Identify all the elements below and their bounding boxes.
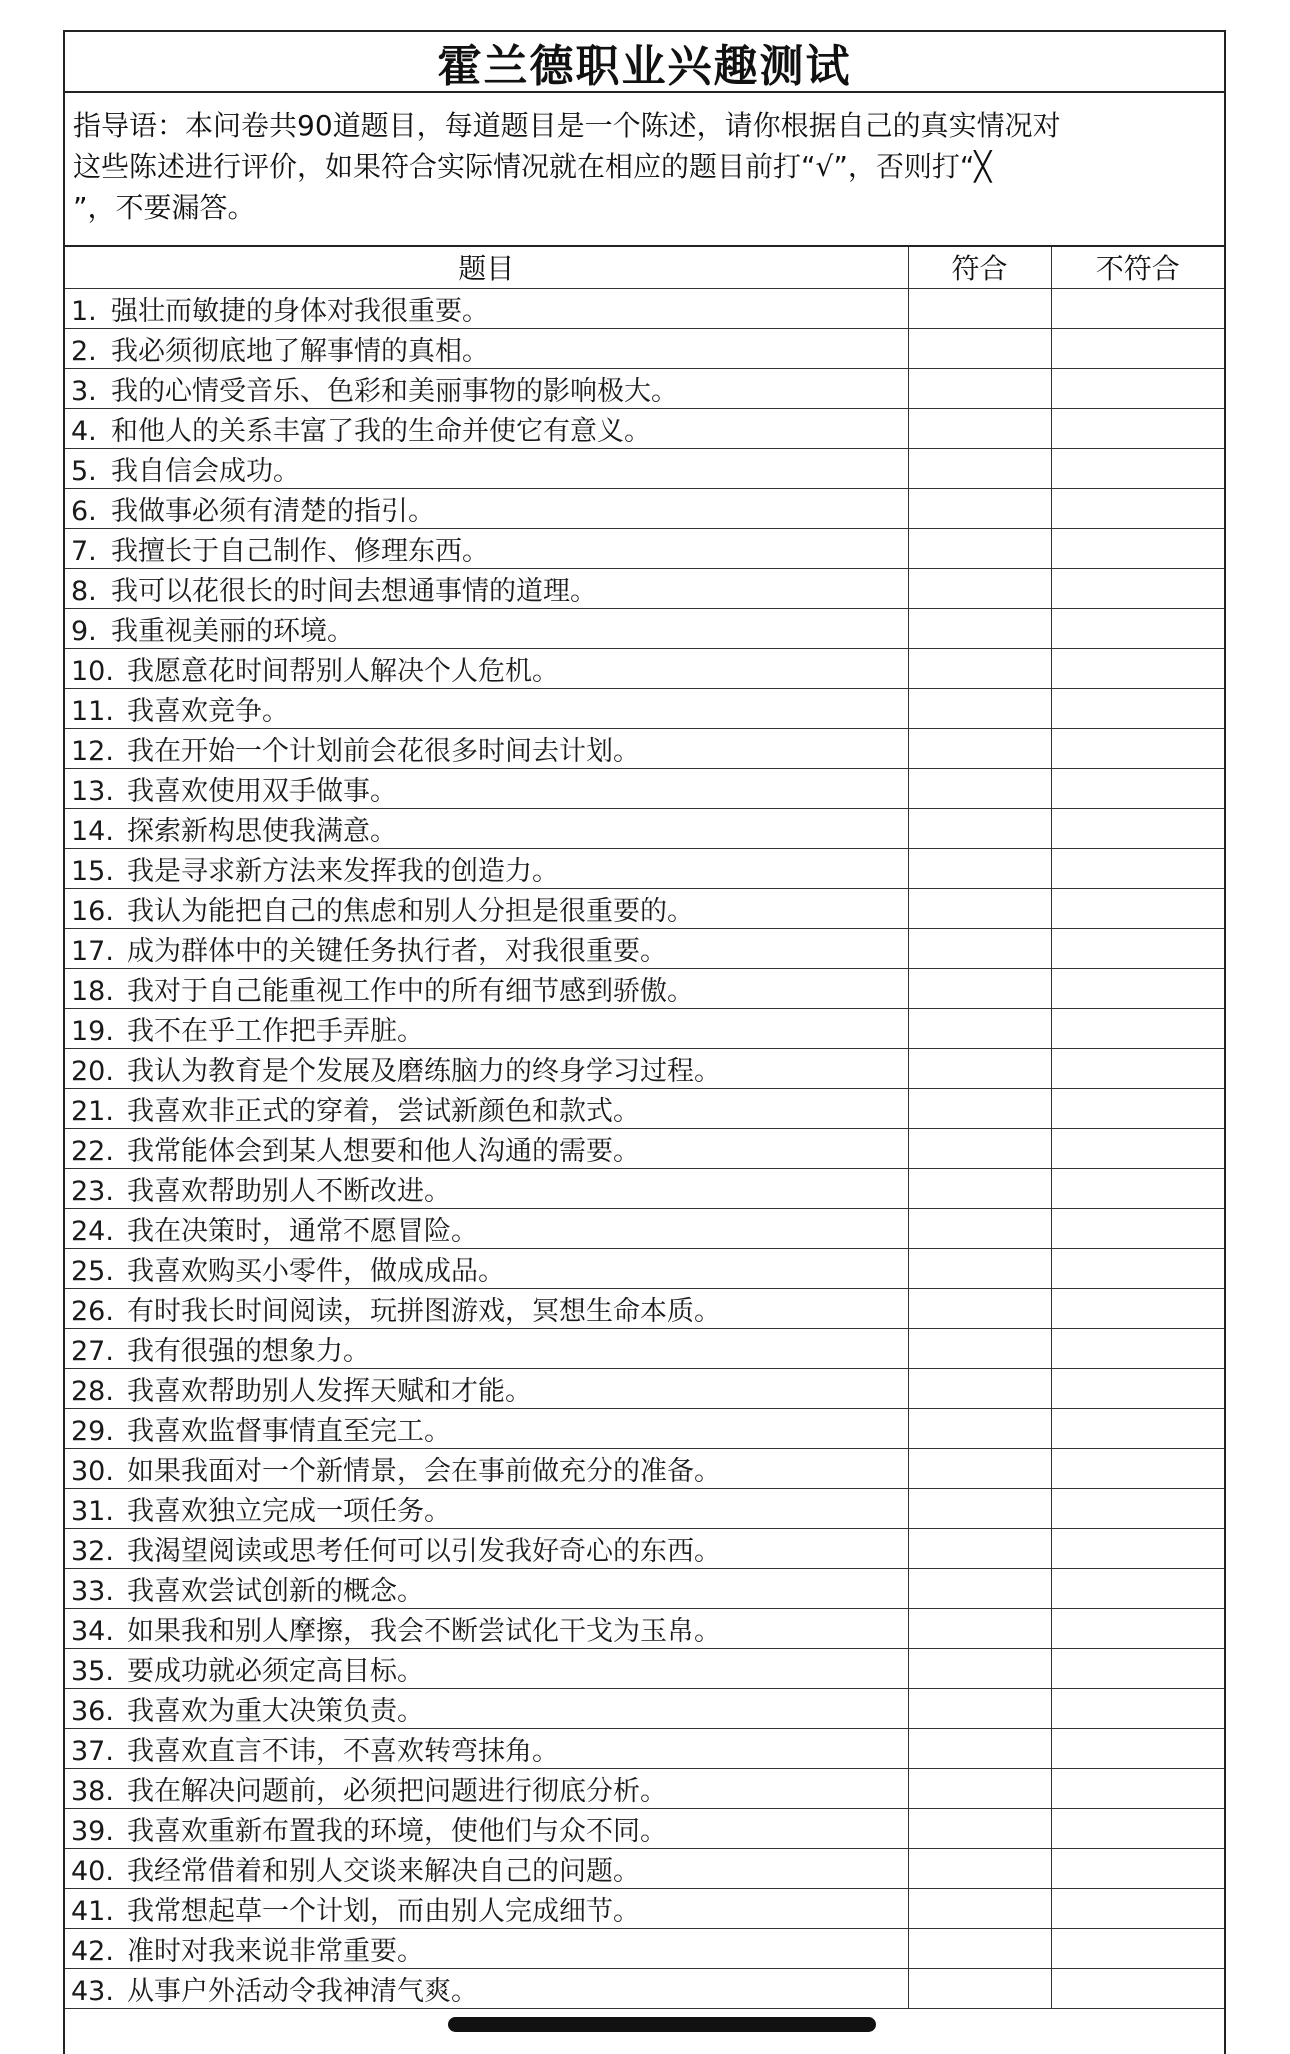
question-text: 强壮而敏捷的身体对我很重要。 — [111, 295, 489, 327]
answer-no-cell[interactable] — [1051, 768, 1224, 808]
question-text: 我有很强的想象力。 — [127, 1335, 370, 1367]
question-cell — [65, 1848, 908, 1888]
answer-no-cell[interactable] — [1051, 1728, 1224, 1768]
question-number: 40. — [71, 1855, 114, 1887]
answer-yes-cell[interactable] — [908, 1168, 1051, 1208]
question-cell — [65, 768, 908, 808]
table-row — [65, 928, 1224, 968]
question-text: 我常能体会到某人想要和他人沟通的需要。 — [127, 1135, 640, 1167]
answer-yes-cell[interactable] — [908, 608, 1051, 648]
question-number: 24. — [71, 1215, 114, 1247]
questionnaire-sheet — [63, 30, 1226, 2054]
question-text: 我喜欢竞争。 — [127, 695, 289, 727]
question-number: 12. — [71, 735, 114, 767]
answer-yes-cell[interactable] — [908, 1888, 1051, 1928]
answer-no-cell[interactable] — [1051, 1168, 1224, 1208]
answer-yes-cell[interactable] — [908, 1968, 1051, 2008]
answer-no-cell[interactable] — [1051, 888, 1224, 928]
question-cell — [65, 488, 908, 528]
question-number: 17. — [71, 935, 114, 967]
question-cell — [65, 1968, 908, 2008]
question-text: 我喜欢非正式的穿着，尝试新颜色和款式。 — [127, 1095, 640, 1127]
question-text: 我渴望阅读或思考任何可以引发我好奇心的东西。 — [127, 1535, 721, 1567]
question-text: 我不在乎工作把手弄脏。 — [127, 1015, 424, 1047]
answer-no-cell[interactable] — [1051, 928, 1224, 968]
question-cell — [65, 1648, 908, 1688]
question-cell — [65, 808, 908, 848]
answer-yes-cell[interactable] — [908, 288, 1051, 328]
answer-yes-cell[interactable] — [908, 928, 1051, 968]
answer-yes-cell[interactable] — [908, 968, 1051, 1008]
question-text: 我愿意花时间帮别人解决个人危机。 — [127, 655, 559, 687]
answer-no-cell[interactable] — [1051, 568, 1224, 608]
question-number: 21. — [71, 1095, 114, 1127]
answer-no-cell[interactable] — [1051, 1968, 1224, 2008]
question-number: 29. — [71, 1415, 114, 1447]
answer-no-cell[interactable] — [1051, 808, 1224, 848]
question-number: 23. — [71, 1175, 114, 1207]
answer-no-cell[interactable] — [1051, 1008, 1224, 1048]
question-number: 30. — [71, 1455, 114, 1487]
answer-yes-cell[interactable] — [908, 1608, 1051, 1648]
column-header-question: 题目 — [65, 247, 908, 288]
question-cell — [65, 1528, 908, 1568]
answer-no-cell[interactable] — [1051, 848, 1224, 888]
question-number: 18. — [71, 975, 114, 1007]
question-cell — [65, 728, 908, 768]
question-number: 6. — [71, 495, 97, 527]
table-row — [65, 288, 1224, 328]
answer-no-cell[interactable] — [1051, 1768, 1224, 1808]
question-text: 要成功就必须定高目标。 — [127, 1655, 424, 1687]
question-number: 42. — [71, 1935, 114, 1967]
table-row — [65, 1728, 1224, 1768]
answer-no-cell[interactable] — [1051, 1488, 1224, 1528]
instructions-line: ”，不要漏答。 — [73, 191, 256, 224]
table-row — [65, 448, 1224, 488]
answer-no-cell[interactable] — [1051, 1328, 1224, 1368]
question-cell — [65, 368, 908, 408]
instructions-line: 这些陈述进行评价，如果符合实际情况就在相应的题目前打“√”，否则打“╳ — [73, 150, 992, 183]
answer-no-cell[interactable] — [1051, 1248, 1224, 1288]
answer-no-cell[interactable] — [1051, 1848, 1224, 1888]
answer-no-cell[interactable] — [1051, 1568, 1224, 1608]
answer-yes-cell[interactable] — [908, 1048, 1051, 1088]
question-cell — [65, 1488, 908, 1528]
question-cell — [65, 1888, 908, 1928]
question-number: 33. — [71, 1575, 114, 1607]
answer-yes-cell[interactable] — [908, 408, 1051, 448]
answer-no-cell[interactable] — [1051, 1128, 1224, 1168]
table-row — [65, 1608, 1224, 1648]
question-cell — [65, 288, 908, 328]
answer-no-cell[interactable] — [1051, 1928, 1224, 1968]
answer-yes-cell[interactable] — [908, 1728, 1051, 1768]
instructions — [65, 93, 1224, 247]
question-number: 41. — [71, 1895, 114, 1927]
question-cell — [65, 1568, 908, 1608]
question-text: 我在解决问题前，必须把问题进行彻底分析。 — [127, 1775, 667, 1807]
table-row — [65, 1048, 1224, 1088]
question-number: 13. — [71, 775, 114, 807]
answer-no-cell[interactable] — [1051, 328, 1224, 368]
answer-no-cell[interactable] — [1051, 968, 1224, 1008]
table-row — [65, 688, 1224, 728]
answer-no-cell[interactable] — [1051, 1648, 1224, 1688]
answer-yes-cell[interactable] — [908, 728, 1051, 768]
question-text: 我认为教育是个发展及磨练脑力的终身学习过程。 — [127, 1055, 721, 1087]
question-text: 我喜欢直言不讳，不喜欢转弯抹角。 — [127, 1735, 559, 1767]
answer-no-cell[interactable] — [1051, 1368, 1224, 1408]
question-text: 我自信会成功。 — [111, 455, 300, 487]
answer-no-cell[interactable] — [1051, 488, 1224, 528]
answer-no-cell[interactable] — [1051, 1888, 1224, 1928]
question-cell — [65, 408, 908, 448]
answer-yes-cell[interactable] — [908, 1568, 1051, 1608]
answer-yes-cell[interactable] — [908, 648, 1051, 688]
table-row — [65, 1288, 1224, 1328]
home-indicator-bar[interactable] — [448, 2017, 876, 2032]
question-cell — [65, 1088, 908, 1128]
question-number: 35. — [71, 1655, 114, 1687]
question-number: 43. — [71, 1975, 114, 2007]
answer-no-cell[interactable] — [1051, 1088, 1224, 1128]
question-text: 我是寻求新方法来发挥我的创造力。 — [127, 855, 559, 887]
answer-no-cell[interactable] — [1051, 448, 1224, 488]
table-row — [65, 1688, 1224, 1728]
answer-yes-cell[interactable] — [908, 1248, 1051, 1288]
answer-yes-cell[interactable] — [908, 1448, 1051, 1488]
question-text: 和他人的关系丰富了我的生命并使它有意义。 — [111, 415, 651, 447]
question-cell — [65, 448, 908, 488]
answer-no-cell[interactable] — [1051, 1808, 1224, 1848]
question-number: 2. — [71, 335, 97, 367]
answer-no-cell[interactable] — [1051, 1208, 1224, 1248]
answer-yes-cell[interactable] — [908, 1848, 1051, 1888]
question-number: 36. — [71, 1695, 114, 1727]
answer-yes-cell[interactable] — [908, 1528, 1051, 1568]
table-row — [65, 1208, 1224, 1248]
answer-no-cell[interactable] — [1051, 1048, 1224, 1088]
question-text: 成为群体中的关键任务执行者，对我很重要。 — [127, 935, 667, 967]
question-cell — [65, 1728, 908, 1768]
question-number: 26. — [71, 1295, 114, 1327]
question-number: 27. — [71, 1335, 114, 1367]
question-text: 有时我长时间阅读，玩拼图游戏，冥想生命本质。 — [127, 1295, 721, 1327]
question-cell — [65, 1328, 908, 1368]
answer-no-cell[interactable] — [1051, 608, 1224, 648]
table-row — [65, 1528, 1224, 1568]
answer-yes-cell[interactable] — [908, 1208, 1051, 1248]
question-cell — [65, 888, 908, 928]
column-header-yes: 符合 — [908, 247, 1051, 288]
question-text: 我认为能把自己的焦虑和别人分担是很重要的。 — [127, 895, 694, 927]
question-cell — [65, 1608, 908, 1648]
table-row — [65, 1808, 1224, 1848]
table-row — [65, 1648, 1224, 1688]
table-row — [65, 1448, 1224, 1488]
question-text: 探索新构思使我满意。 — [127, 815, 397, 847]
question-text: 我擅长于自己制作、修理东西。 — [111, 535, 489, 567]
question-number: 11. — [71, 695, 114, 727]
answer-no-cell[interactable] — [1051, 688, 1224, 728]
question-cell — [65, 1368, 908, 1408]
answer-yes-cell[interactable] — [908, 1928, 1051, 1968]
answer-yes-cell[interactable] — [908, 1768, 1051, 1808]
question-text: 我喜欢尝试创新的概念。 — [127, 1575, 424, 1607]
question-text: 我喜欢使用双手做事。 — [127, 775, 397, 807]
table-row — [65, 1328, 1224, 1368]
page-title: 霍兰德职业兴趣测试 — [437, 40, 852, 92]
question-text: 我喜欢为重大决策负责。 — [127, 1695, 424, 1727]
question-number: 32. — [71, 1535, 114, 1567]
answer-yes-cell[interactable] — [908, 1648, 1051, 1688]
question-cell — [65, 608, 908, 648]
answer-no-cell[interactable] — [1051, 288, 1224, 328]
question-text: 如果我面对一个新情景，会在事前做充分的准备。 — [127, 1455, 721, 1487]
column-header-no: 不符合 — [1051, 247, 1224, 288]
table-row — [65, 1128, 1224, 1168]
answer-yes-cell[interactable] — [908, 848, 1051, 888]
answer-yes-cell[interactable] — [908, 1088, 1051, 1128]
question-cell — [65, 1288, 908, 1328]
question-cell — [65, 1048, 908, 1088]
question-cell — [65, 1168, 908, 1208]
question-number: 1. — [71, 295, 97, 327]
question-number: 3. — [71, 375, 97, 407]
table-row — [65, 608, 1224, 648]
answer-yes-cell[interactable] — [908, 1368, 1051, 1408]
answer-no-cell[interactable] — [1051, 1608, 1224, 1648]
answer-no-cell[interactable] — [1051, 1448, 1224, 1488]
question-number: 38. — [71, 1775, 114, 1807]
table-row — [65, 888, 1224, 928]
question-number: 15. — [71, 855, 114, 887]
table-row — [65, 768, 1224, 808]
question-number: 28. — [71, 1375, 114, 1407]
answer-yes-cell[interactable] — [908, 368, 1051, 408]
question-text: 我在开始一个计划前会花很多时间去计划。 — [127, 735, 640, 767]
answer-yes-cell[interactable] — [908, 568, 1051, 608]
question-cell — [65, 1928, 908, 1968]
question-cell — [65, 848, 908, 888]
table-row — [65, 648, 1224, 688]
answer-yes-cell[interactable] — [908, 1688, 1051, 1728]
question-number: 34. — [71, 1615, 114, 1647]
question-number: 31. — [71, 1495, 114, 1527]
table-row — [65, 488, 1224, 528]
question-cell — [65, 1128, 908, 1168]
question-text: 如果我和别人摩擦，我会不断尝试化干戈为玉帛。 — [127, 1615, 721, 1647]
question-number: 16. — [71, 895, 114, 927]
question-number: 37. — [71, 1735, 114, 1767]
answer-no-cell[interactable] — [1051, 1408, 1224, 1448]
questions-table — [65, 247, 1224, 2009]
answer-yes-cell[interactable] — [908, 888, 1051, 928]
question-text: 我重视美丽的环境。 — [111, 615, 354, 647]
answer-yes-cell[interactable] — [908, 1008, 1051, 1048]
answer-no-cell[interactable] — [1051, 528, 1224, 568]
question-number: 10. — [71, 655, 114, 687]
question-text: 我常想起草一个计划，而由别人完成细节。 — [127, 1895, 640, 1927]
title-row — [65, 32, 1224, 93]
table-row — [65, 368, 1224, 408]
answer-no-cell[interactable] — [1051, 408, 1224, 448]
table-row — [65, 568, 1224, 608]
table-row — [65, 1488, 1224, 1528]
question-cell — [65, 968, 908, 1008]
question-cell — [65, 1688, 908, 1728]
question-number: 5. — [71, 455, 97, 487]
question-text: 我经常借着和别人交谈来解决自己的问题。 — [127, 1855, 640, 1887]
question-text: 我对于自己能重视工作中的所有细节感到骄傲。 — [127, 975, 694, 1007]
question-cell — [65, 928, 908, 968]
question-text: 准时对我来说非常重要。 — [127, 1935, 424, 1967]
question-cell — [65, 1008, 908, 1048]
questions-body — [65, 288, 1224, 2008]
question-text: 我喜欢购买小零件，做成成品。 — [127, 1255, 505, 1287]
question-cell — [65, 1808, 908, 1848]
question-cell — [65, 528, 908, 568]
question-text: 我喜欢独立完成一项任务。 — [127, 1495, 451, 1527]
question-cell — [65, 1768, 908, 1808]
table-row — [65, 1888, 1224, 1928]
table-row — [65, 1968, 1224, 2008]
answer-no-cell[interactable] — [1051, 368, 1224, 408]
question-text: 我喜欢监督事情直至完工。 — [127, 1415, 451, 1447]
table-row — [65, 1248, 1224, 1288]
question-number: 19. — [71, 1015, 114, 1047]
question-text: 我在决策时，通常不愿冒险。 — [127, 1215, 478, 1247]
table-header-row — [65, 247, 1224, 288]
table-row — [65, 1408, 1224, 1448]
question-text: 我喜欢帮助别人不断改进。 — [127, 1175, 451, 1207]
table-row — [65, 528, 1224, 568]
answer-yes-cell[interactable] — [908, 1288, 1051, 1328]
question-cell — [65, 568, 908, 608]
table-row — [65, 1088, 1224, 1128]
question-cell — [65, 1448, 908, 1488]
question-number: 8. — [71, 575, 97, 607]
answer-yes-cell[interactable] — [908, 1328, 1051, 1368]
question-number: 14. — [71, 815, 114, 847]
question-number: 20. — [71, 1055, 114, 1087]
table-row — [65, 1168, 1224, 1208]
question-cell — [65, 1208, 908, 1248]
answer-yes-cell[interactable] — [908, 1408, 1051, 1448]
answer-no-cell[interactable] — [1051, 728, 1224, 768]
table-row — [65, 1568, 1224, 1608]
answer-no-cell[interactable] — [1051, 1688, 1224, 1728]
question-number: 39. — [71, 1815, 114, 1847]
answer-yes-cell[interactable] — [908, 1488, 1051, 1528]
answer-yes-cell[interactable] — [908, 1808, 1051, 1848]
question-cell — [65, 328, 908, 368]
answer-yes-cell[interactable] — [908, 808, 1051, 848]
question-number: 7. — [71, 535, 97, 567]
table-row — [65, 968, 1224, 1008]
answer-no-cell[interactable] — [1051, 1288, 1224, 1328]
table-row — [65, 1008, 1224, 1048]
question-text: 我做事必须有清楚的指引。 — [111, 495, 435, 527]
question-cell — [65, 648, 908, 688]
question-cell — [65, 688, 908, 728]
question-text: 我喜欢帮助别人发挥天赋和才能。 — [127, 1375, 532, 1407]
question-text: 从事户外活动令我神清气爽。 — [127, 1975, 478, 2007]
table-row — [65, 728, 1224, 768]
answer-yes-cell[interactable] — [908, 1128, 1051, 1168]
answer-no-cell[interactable] — [1051, 648, 1224, 688]
question-number: 22. — [71, 1135, 114, 1167]
question-text: 我必须彻底地了解事情的真相。 — [111, 335, 489, 367]
question-text: 我的心情受音乐、色彩和美丽事物的影响极大。 — [111, 375, 678, 407]
table-row — [65, 1768, 1224, 1808]
question-number: 25. — [71, 1255, 114, 1287]
question-text: 我喜欢重新布置我的环境，使他们与众不同。 — [127, 1815, 667, 1847]
answer-no-cell[interactable] — [1051, 1528, 1224, 1568]
table-row — [65, 1928, 1224, 1968]
answer-yes-cell[interactable] — [908, 688, 1051, 728]
table-row — [65, 1848, 1224, 1888]
table-row — [65, 408, 1224, 448]
answer-yes-cell[interactable] — [908, 448, 1051, 488]
table-row — [65, 1368, 1224, 1408]
instructions-line: 指导语：本问卷共90道题目，每道题目是一个陈述，请你根据自己的真实情况对 — [73, 109, 1061, 142]
question-text: 我可以花很长的时间去想通事情的道理。 — [111, 575, 597, 607]
question-cell — [65, 1408, 908, 1448]
answer-yes-cell[interactable] — [908, 528, 1051, 568]
answer-yes-cell[interactable] — [908, 488, 1051, 528]
question-cell — [65, 1248, 908, 1288]
question-number: 4. — [71, 415, 97, 447]
answer-yes-cell[interactable] — [908, 768, 1051, 808]
table-row — [65, 848, 1224, 888]
table-row — [65, 808, 1224, 848]
question-number: 9. — [71, 615, 97, 647]
answer-yes-cell[interactable] — [908, 328, 1051, 368]
table-row — [65, 328, 1224, 368]
